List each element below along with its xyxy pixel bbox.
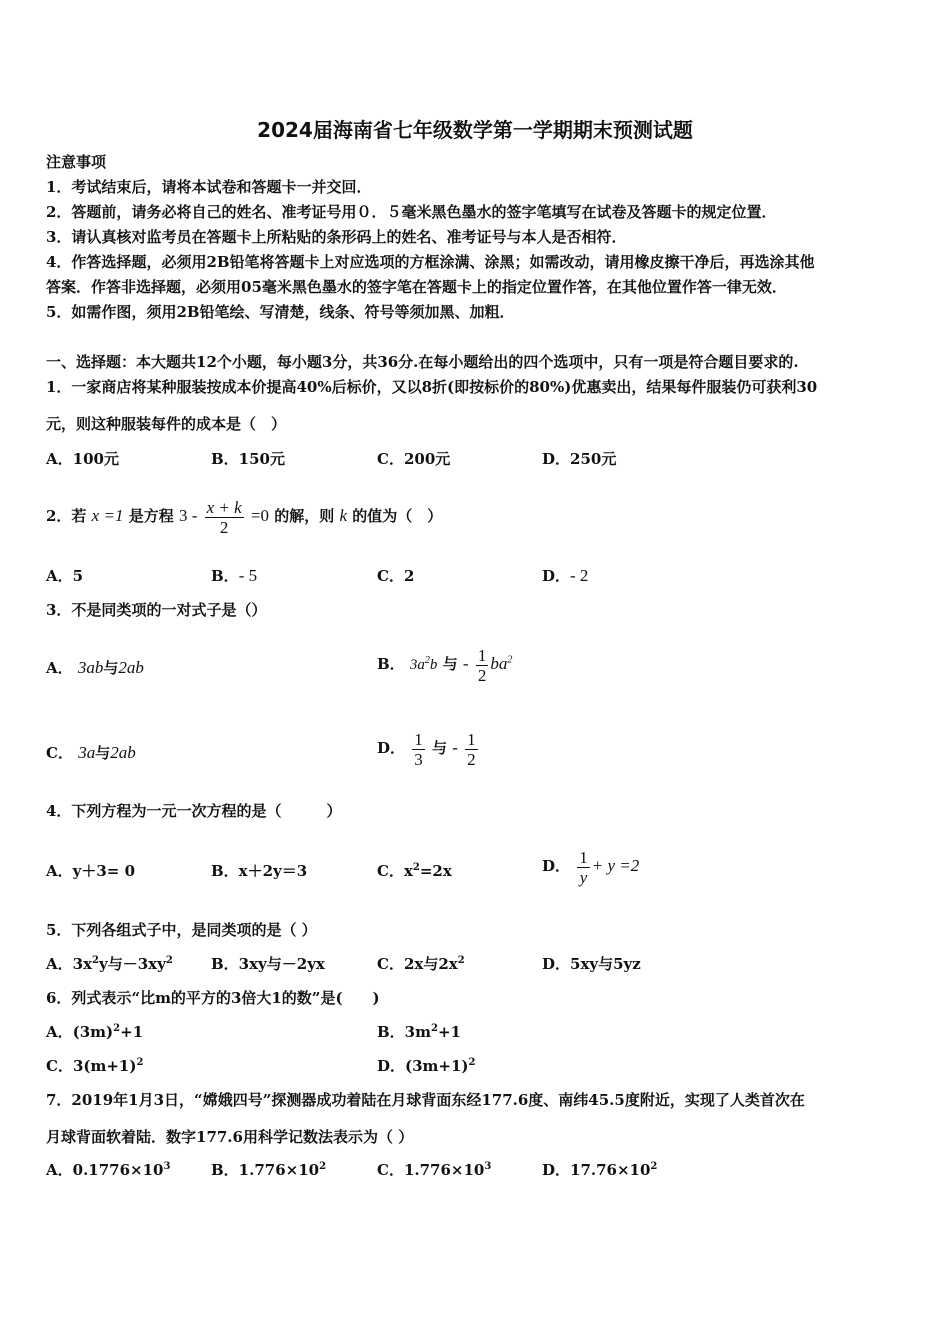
option-c: C．$x^2=2x$ [377, 862, 452, 880]
fraction: $\frac{1}{2}$ [467, 729, 476, 769]
question-4-stem: 4．下列方程为一元一次方程的是（ ） [46, 802, 342, 820]
page-title: 2024届海南省七年级数学第一学期期末预测试题 [257, 118, 693, 142]
q2-x-value: x =1 [91, 506, 124, 525]
notice-heading: 注意事项 [46, 153, 107, 171]
option-a [46, 658, 144, 678]
question-2-stem [46, 486, 442, 546]
notice-item: 答案．作答非选择题，必须用05毫米黑色墨水的签字笔在答题卡上的指定位置作答，在其他位置作答一律无效． [46, 278, 787, 296]
q2-text: 的值为（ ） [352, 507, 443, 525]
notice-item: 4．作答选择题，必须用2B铅笔将答题卡上对应选项的方框涂满、涂黑；如需改动，请用橡皮擦干净后，再选涂其他 [46, 253, 815, 271]
q2-k: k [339, 506, 348, 525]
option-c [46, 743, 136, 763]
minus-sign: - [452, 738, 458, 757]
option-b: B．x＋2y＝3 [211, 862, 308, 880]
option-d-label: D． [542, 567, 571, 585]
question-1-line: 元，则这种服装每件的成本是（ ） [46, 415, 287, 433]
option-b: B．$3m^2+1$ [377, 1023, 461, 1041]
q2-numerator: x + k [206, 497, 242, 517]
notice-item: 1．考试结束后，请将本试卷和答题卡一并交回． [46, 178, 372, 196]
expr: 2ab [110, 743, 136, 762]
option-b: B．150元 [211, 450, 285, 468]
option-a: A．5 [46, 567, 84, 585]
option-b [377, 634, 512, 694]
option-a: A．100元 [46, 450, 119, 468]
option-d: D．$(3m+1)^2$ [377, 1057, 476, 1075]
option-d: D．$17.76\times 10^2$ [542, 1161, 658, 1179]
option-d-label: D． [542, 857, 571, 875]
option-b-value: - 5 [238, 566, 258, 585]
notice-item: 2．答题前，请务必将自己的姓名、准考证号用０．５毫米黑色墨水的签字笔填写在试卷及答题卡的规定位置． [46, 203, 777, 221]
option-d-label: D． [377, 739, 406, 757]
option-c: C．$1.776\times 10^3$ [377, 1161, 492, 1179]
option-c: C．200元 [377, 450, 451, 468]
option-d [542, 836, 639, 896]
fraction: $\frac{1}{3}$ [414, 729, 423, 769]
q2-denominator: 2 [219, 517, 229, 537]
notice-item: 3．请认真核对监考员在答题卡上所粘贴的条形码上的姓名、准考证号与本人是否相符． [46, 228, 627, 246]
option-a: A．y＋3= 0 [46, 862, 136, 880]
option-d [377, 718, 480, 778]
option-b-label: B． [377, 655, 405, 673]
option-c-label: C． [46, 744, 73, 762]
connector: 与 [103, 659, 119, 677]
question-3-stem: 3．不是同类项的一对式子是（） [46, 601, 267, 619]
connector: 与 [442, 655, 458, 673]
option-a: A．$(3m)^2+1$ [46, 1023, 144, 1041]
option-d: D．250元 [542, 450, 617, 468]
expr: $3a^2b$ [409, 655, 438, 673]
expr: + y =2 [591, 856, 640, 875]
q2-equals: =0 [250, 506, 269, 525]
question-7-line: 7．2019年1月3日，“嫦娥四号”探测器成功着陆在月球背面东经177.6度、南纬45.5度附近，实现了人类首次在 [46, 1091, 805, 1109]
expr: $ba^2$ [490, 654, 513, 673]
question-7-line: 月球背面软着陆．数字177.6用科学记数法表示为（ ） [46, 1128, 414, 1146]
option-b: B．$1.776\times 10^2$ [211, 1161, 327, 1179]
expr: 2ab [118, 658, 144, 677]
expr: 3a [78, 743, 96, 762]
question-1-line: 1．一家商店将某种服装按成本价提高40%后标价，又以8折(即按标价的80%)优惠卖出，结果每件服装仍可获利30 [46, 378, 818, 396]
minus-sign: - [462, 654, 469, 673]
q2-text: 是方程 [128, 507, 174, 525]
section-heading: 一、选择题：本大题共12个小题，每小题3分，共36分.在每小题给出的四个选项中，只有一项是符合题目要求的. [46, 353, 799, 371]
question-6-stem: 6．列式表示“比m的平方的3倍大1的数”是( ) [46, 989, 380, 1007]
option-d: D．5xy与5yz [542, 955, 641, 973]
option-a: A．$3x^2y$与$-3xy^2$ [46, 955, 173, 973]
expr: 3ab [77, 658, 104, 677]
notice-item: 5．如需作图，须用2B铅笔绘、写清楚，线条、符号等须加黑、加粗． [46, 303, 515, 321]
option-c: C．2x与$2x^2$ [377, 955, 465, 973]
option-a-label: A． [46, 659, 73, 677]
option-b-label: B． [211, 567, 239, 585]
option-d [542, 566, 588, 586]
option-a: A．$0.1776\times 10^3$ [46, 1161, 171, 1179]
fraction: $\frac{1}{y}$ [579, 847, 588, 887]
q2-fraction [205, 498, 244, 537]
option-b: B．3xy与－2yx [211, 955, 325, 973]
option-c: C．$3(m+1)^2$ [46, 1057, 144, 1075]
q2-text: 2．若 [46, 507, 87, 525]
q2-text: 的解，则 [274, 507, 335, 525]
option-b [211, 566, 257, 586]
question-5-stem: 5．下列各组式子中，是同类项的是（ ） [46, 921, 317, 939]
q2-three: 3 - [178, 506, 198, 525]
connector: 与 [431, 739, 447, 757]
connector: 与 [95, 744, 111, 762]
fraction: $\frac{1}{2}$ [477, 645, 487, 685]
option-c: C．2 [377, 567, 415, 585]
option-d-value: - 2 [570, 566, 589, 585]
